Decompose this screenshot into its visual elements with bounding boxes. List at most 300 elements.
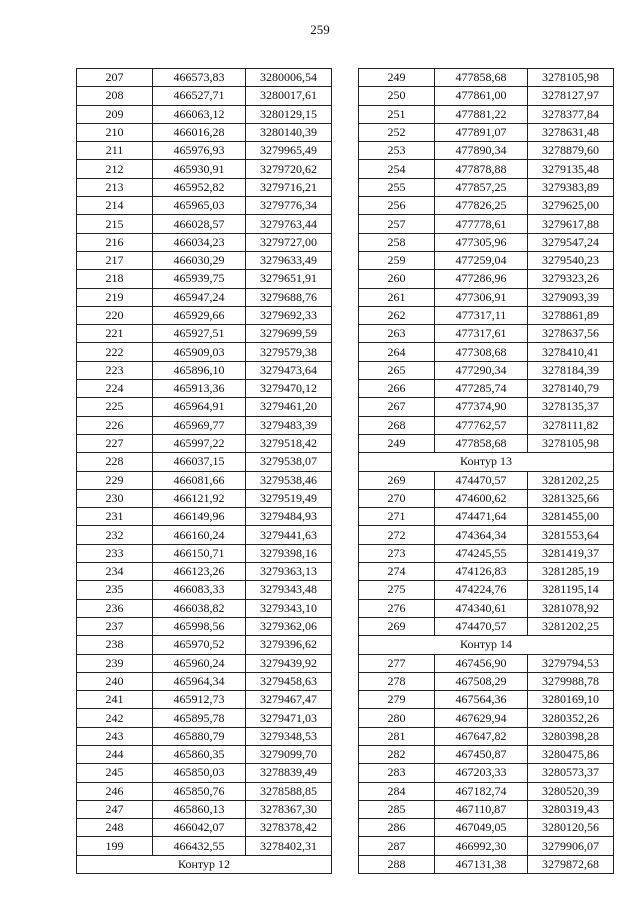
x-coordinate: 474470,57 xyxy=(435,471,528,489)
x-coordinate: 477317,11 xyxy=(435,306,528,324)
x-coordinate: 465964,34 xyxy=(153,672,246,690)
y-coordinate: 3279540,23 xyxy=(528,251,614,269)
table-row xyxy=(77,508,332,526)
x-coordinate: 466037,15 xyxy=(153,453,246,471)
y-coordinate: 3279323,26 xyxy=(528,270,614,288)
table-row xyxy=(359,288,614,306)
y-coordinate: 3279625,00 xyxy=(528,197,614,215)
y-coordinate: 3279383,89 xyxy=(528,178,614,196)
x-coordinate: 477878,88 xyxy=(435,160,528,178)
x-coordinate: 465850,03 xyxy=(153,764,246,782)
x-coordinate: 477317,61 xyxy=(435,325,528,343)
table-row xyxy=(359,855,614,873)
table-row xyxy=(77,544,332,562)
point-number: 274 xyxy=(359,563,435,581)
point-number: 251 xyxy=(359,105,435,123)
point-number: 253 xyxy=(359,142,435,160)
point-number: 209 xyxy=(77,105,153,123)
table-row xyxy=(359,69,614,87)
page-number: 259 xyxy=(310,22,330,37)
table-row xyxy=(77,270,332,288)
point-number: 266 xyxy=(359,380,435,398)
point-number: 239 xyxy=(77,654,153,672)
x-coordinate: 467647,82 xyxy=(435,727,528,745)
y-coordinate: 3279483,39 xyxy=(246,416,332,434)
table-row xyxy=(77,325,332,343)
table-row xyxy=(77,453,332,471)
point-number: 218 xyxy=(77,270,153,288)
y-coordinate: 3280352,26 xyxy=(528,709,614,727)
x-coordinate: 466992,30 xyxy=(435,837,528,855)
y-coordinate: 3278839,49 xyxy=(246,764,332,782)
y-coordinate: 3279716,21 xyxy=(246,178,332,196)
x-coordinate: 466160,24 xyxy=(153,526,246,544)
point-number: 278 xyxy=(359,672,435,690)
table-row xyxy=(359,251,614,269)
y-coordinate: 3278135,37 xyxy=(528,398,614,416)
x-coordinate: 467049,05 xyxy=(435,819,528,837)
y-coordinate: 3281285,19 xyxy=(528,563,614,581)
y-coordinate: 3279906,07 xyxy=(528,837,614,855)
x-coordinate: 474364,34 xyxy=(435,526,528,544)
x-coordinate: 466573,83 xyxy=(153,69,246,87)
x-coordinate: 466042,07 xyxy=(153,819,246,837)
table-row xyxy=(359,489,614,507)
x-coordinate: 466016,28 xyxy=(153,123,246,141)
table-row xyxy=(77,306,332,324)
x-coordinate: 466527,71 xyxy=(153,87,246,105)
table-row xyxy=(359,727,614,745)
table-row xyxy=(359,398,614,416)
table-row xyxy=(359,782,614,800)
y-coordinate: 3279651,91 xyxy=(246,270,332,288)
table-row xyxy=(77,105,332,123)
point-number: 273 xyxy=(359,544,435,562)
y-coordinate: 3279688,76 xyxy=(246,288,332,306)
point-number: 281 xyxy=(359,727,435,745)
point-number: 262 xyxy=(359,306,435,324)
point-number: 227 xyxy=(77,434,153,452)
x-coordinate: 465997,22 xyxy=(153,434,246,452)
y-coordinate: 3278631,48 xyxy=(528,123,614,141)
x-coordinate: 477762,57 xyxy=(435,416,528,434)
table-row xyxy=(77,123,332,141)
table-row xyxy=(359,416,614,434)
point-number: 216 xyxy=(77,233,153,251)
x-coordinate: 465913,36 xyxy=(153,380,246,398)
point-number: 241 xyxy=(77,691,153,709)
point-number: 287 xyxy=(359,837,435,855)
x-coordinate: 466150,71 xyxy=(153,544,246,562)
x-coordinate: 465880,79 xyxy=(153,727,246,745)
y-coordinate: 3281195,14 xyxy=(528,581,614,599)
table-row xyxy=(77,800,332,818)
point-number: 272 xyxy=(359,526,435,544)
point-number: 271 xyxy=(359,508,435,526)
table-row xyxy=(359,361,614,379)
y-coordinate: 3279362,06 xyxy=(246,617,332,635)
y-coordinate: 3278105,98 xyxy=(528,434,614,452)
x-coordinate: 477259,04 xyxy=(435,251,528,269)
point-number: 249 xyxy=(359,434,435,452)
point-number: 268 xyxy=(359,416,435,434)
right-table-body xyxy=(359,69,614,874)
point-number: 225 xyxy=(77,398,153,416)
table-row xyxy=(77,434,332,452)
point-number: 207 xyxy=(77,69,153,87)
x-coordinate: 466123,26 xyxy=(153,563,246,581)
y-coordinate: 3278410,41 xyxy=(528,343,614,361)
table-row xyxy=(359,691,614,709)
x-coordinate: 465998,56 xyxy=(153,617,246,635)
x-coordinate: 465860,13 xyxy=(153,800,246,818)
table-row xyxy=(77,69,332,87)
table-row xyxy=(359,617,614,635)
y-coordinate: 3281419,37 xyxy=(528,544,614,562)
y-coordinate: 3279965,49 xyxy=(246,142,332,160)
table-row xyxy=(359,672,614,690)
table-row xyxy=(359,123,614,141)
x-coordinate: 474224,76 xyxy=(435,581,528,599)
x-coordinate: 465960,24 xyxy=(153,654,246,672)
table-row xyxy=(77,398,332,416)
x-coordinate: 465929,66 xyxy=(153,306,246,324)
point-number: 238 xyxy=(77,636,153,654)
x-coordinate: 477858,68 xyxy=(435,434,528,452)
y-coordinate: 3279343,48 xyxy=(246,581,332,599)
table-row xyxy=(359,306,614,324)
point-number: 252 xyxy=(359,123,435,141)
contour-header-row xyxy=(77,855,332,873)
x-coordinate: 467508,29 xyxy=(435,672,528,690)
x-coordinate: 467182,74 xyxy=(435,782,528,800)
point-number: 247 xyxy=(77,800,153,818)
table-row xyxy=(77,709,332,727)
x-coordinate: 477881,22 xyxy=(435,105,528,123)
x-coordinate: 465952,82 xyxy=(153,178,246,196)
table-row xyxy=(359,160,614,178)
y-coordinate: 3281325,66 xyxy=(528,489,614,507)
y-coordinate: 3279484,93 xyxy=(246,508,332,526)
y-coordinate: 3278140,79 xyxy=(528,380,614,398)
table-row xyxy=(77,764,332,782)
point-number: 263 xyxy=(359,325,435,343)
y-coordinate: 3279872,68 xyxy=(528,855,614,873)
left-table-body xyxy=(77,69,332,874)
x-coordinate: 477778,61 xyxy=(435,215,528,233)
y-coordinate: 3280129,15 xyxy=(246,105,332,123)
y-coordinate: 3279547,24 xyxy=(528,233,614,251)
point-number: 220 xyxy=(77,306,153,324)
y-coordinate: 3279988,78 xyxy=(528,672,614,690)
y-coordinate: 3278127,97 xyxy=(528,87,614,105)
y-coordinate: 3281553,64 xyxy=(528,526,614,544)
point-number: 243 xyxy=(77,727,153,745)
x-coordinate: 466063,12 xyxy=(153,105,246,123)
point-number: 236 xyxy=(77,599,153,617)
table-row xyxy=(359,87,614,105)
y-coordinate: 3281455,00 xyxy=(528,508,614,526)
y-coordinate: 3278402,31 xyxy=(246,837,332,855)
x-coordinate: 467450,87 xyxy=(435,745,528,763)
table-row xyxy=(77,471,332,489)
point-number: 222 xyxy=(77,343,153,361)
y-coordinate: 3279538,07 xyxy=(246,453,332,471)
point-number: 208 xyxy=(77,87,153,105)
y-coordinate: 3279692,33 xyxy=(246,306,332,324)
table-row xyxy=(359,508,614,526)
x-coordinate: 477861,00 xyxy=(435,87,528,105)
point-number: 232 xyxy=(77,526,153,544)
x-coordinate: 465850,76 xyxy=(153,782,246,800)
y-coordinate: 3278378,42 xyxy=(246,819,332,837)
y-coordinate: 3279093,39 xyxy=(528,288,614,306)
y-coordinate: 3279794,53 xyxy=(528,654,614,672)
y-coordinate: 3280120,56 xyxy=(528,819,614,837)
point-number: 214 xyxy=(77,197,153,215)
y-coordinate: 3278879,60 xyxy=(528,142,614,160)
x-coordinate: 477857,25 xyxy=(435,178,528,196)
point-number: 286 xyxy=(359,819,435,837)
y-coordinate: 3280006,54 xyxy=(246,69,332,87)
y-coordinate: 3280398,28 xyxy=(528,727,614,745)
y-coordinate: 3279727,00 xyxy=(246,233,332,251)
point-number: 224 xyxy=(77,380,153,398)
table-row xyxy=(359,819,614,837)
y-coordinate: 3279473,64 xyxy=(246,361,332,379)
x-coordinate: 477890,34 xyxy=(435,142,528,160)
table-row xyxy=(77,672,332,690)
point-number: 248 xyxy=(77,819,153,837)
table-row xyxy=(77,215,332,233)
x-coordinate: 466034,23 xyxy=(153,233,246,251)
point-number: 269 xyxy=(359,617,435,635)
y-coordinate: 3279439,92 xyxy=(246,654,332,672)
y-coordinate: 3279458,63 xyxy=(246,672,332,690)
point-number: 270 xyxy=(359,489,435,507)
table-row xyxy=(77,727,332,745)
y-coordinate: 3279617,88 xyxy=(528,215,614,233)
y-coordinate: 3279396,62 xyxy=(246,636,332,654)
point-number: 217 xyxy=(77,251,153,269)
x-coordinate: 474126,83 xyxy=(435,563,528,581)
point-number: 212 xyxy=(77,160,153,178)
table-row xyxy=(359,471,614,489)
table-row xyxy=(359,215,614,233)
y-coordinate: 3279699,59 xyxy=(246,325,332,343)
table-row xyxy=(359,197,614,215)
table-row xyxy=(359,325,614,343)
table-row xyxy=(359,544,614,562)
y-coordinate: 3278184,39 xyxy=(528,361,614,379)
x-coordinate: 474600,62 xyxy=(435,489,528,507)
table-row xyxy=(77,819,332,837)
point-number: 242 xyxy=(77,709,153,727)
point-number: 282 xyxy=(359,745,435,763)
x-coordinate: 477286,96 xyxy=(435,270,528,288)
left-coordinates-table xyxy=(76,68,332,874)
point-number: 199 xyxy=(77,837,153,855)
x-coordinate: 477285,74 xyxy=(435,380,528,398)
point-number: 226 xyxy=(77,416,153,434)
y-coordinate: 3280573,37 xyxy=(528,764,614,782)
table-row xyxy=(77,142,332,160)
y-coordinate: 3279538,46 xyxy=(246,471,332,489)
table-row xyxy=(359,105,614,123)
table-row xyxy=(77,251,332,269)
point-number: 269 xyxy=(359,471,435,489)
point-number: 229 xyxy=(77,471,153,489)
x-coordinate: 465976,93 xyxy=(153,142,246,160)
table-row xyxy=(77,233,332,251)
table-row xyxy=(77,636,332,654)
table-row xyxy=(359,745,614,763)
table-row xyxy=(359,581,614,599)
point-number: 279 xyxy=(359,691,435,709)
point-number: 267 xyxy=(359,398,435,416)
table-row xyxy=(359,654,614,672)
y-coordinate: 3280169,10 xyxy=(528,691,614,709)
y-coordinate: 3278367,30 xyxy=(246,800,332,818)
table-row xyxy=(77,654,332,672)
y-coordinate: 3279099,70 xyxy=(246,745,332,763)
x-coordinate: 477305,96 xyxy=(435,233,528,251)
point-number: 265 xyxy=(359,361,435,379)
point-number: 235 xyxy=(77,581,153,599)
x-coordinate: 467629,94 xyxy=(435,709,528,727)
point-number: 258 xyxy=(359,233,435,251)
point-number: 288 xyxy=(359,855,435,873)
x-coordinate: 465969,77 xyxy=(153,416,246,434)
point-number: 275 xyxy=(359,581,435,599)
table-row xyxy=(77,837,332,855)
x-coordinate: 477891,07 xyxy=(435,123,528,141)
contour-header-row xyxy=(359,636,614,654)
y-coordinate: 3280520,39 xyxy=(528,782,614,800)
point-number: 231 xyxy=(77,508,153,526)
x-coordinate: 465930,91 xyxy=(153,160,246,178)
table-row xyxy=(77,581,332,599)
y-coordinate: 3278105,98 xyxy=(528,69,614,87)
y-coordinate: 3279461,20 xyxy=(246,398,332,416)
point-number: 283 xyxy=(359,764,435,782)
x-coordinate: 465912,73 xyxy=(153,691,246,709)
x-coordinate: 466038,82 xyxy=(153,599,246,617)
point-number: 255 xyxy=(359,178,435,196)
y-coordinate: 3281202,25 xyxy=(528,471,614,489)
y-coordinate: 3279467,47 xyxy=(246,691,332,709)
contour-header-row xyxy=(359,453,614,471)
y-coordinate: 3279763,44 xyxy=(246,215,332,233)
x-coordinate: 474340,61 xyxy=(435,599,528,617)
table-row xyxy=(359,764,614,782)
y-coordinate: 3280319,43 xyxy=(528,800,614,818)
point-number: 277 xyxy=(359,654,435,672)
contour-13-label: Контур 13 xyxy=(359,453,614,471)
y-coordinate: 3279343,10 xyxy=(246,599,332,617)
table-row xyxy=(77,691,332,709)
y-coordinate: 3279135,48 xyxy=(528,160,614,178)
x-coordinate: 465964,91 xyxy=(153,398,246,416)
x-coordinate: 465895,78 xyxy=(153,709,246,727)
x-coordinate: 474471,64 xyxy=(435,508,528,526)
point-number: 249 xyxy=(359,69,435,87)
table-row xyxy=(359,270,614,288)
point-number: 215 xyxy=(77,215,153,233)
table-row xyxy=(77,526,332,544)
x-coordinate: 466083,33 xyxy=(153,581,246,599)
table-row xyxy=(77,599,332,617)
y-coordinate: 3278377,84 xyxy=(528,105,614,123)
y-coordinate: 3279471,03 xyxy=(246,709,332,727)
point-number: 250 xyxy=(359,87,435,105)
y-coordinate: 3278861,89 xyxy=(528,306,614,324)
point-number: 254 xyxy=(359,160,435,178)
x-coordinate: 477374,90 xyxy=(435,398,528,416)
point-number: 280 xyxy=(359,709,435,727)
table-row xyxy=(359,563,614,581)
table-row xyxy=(359,343,614,361)
y-coordinate: 3281202,25 xyxy=(528,617,614,635)
point-number: 256 xyxy=(359,197,435,215)
point-number: 257 xyxy=(359,215,435,233)
point-number: 221 xyxy=(77,325,153,343)
y-coordinate: 3278637,56 xyxy=(528,325,614,343)
x-coordinate: 467203,33 xyxy=(435,764,528,782)
point-number: 260 xyxy=(359,270,435,288)
x-coordinate: 465947,24 xyxy=(153,288,246,306)
x-coordinate: 467110,87 xyxy=(435,800,528,818)
x-coordinate: 466081,66 xyxy=(153,471,246,489)
point-number: 284 xyxy=(359,782,435,800)
point-number: 276 xyxy=(359,599,435,617)
x-coordinate: 477306,91 xyxy=(435,288,528,306)
point-number: 223 xyxy=(77,361,153,379)
table-row xyxy=(359,233,614,251)
contour-12-label: Контур 12 xyxy=(77,855,332,873)
y-coordinate: 3279363,13 xyxy=(246,563,332,581)
y-coordinate: 3280017,61 xyxy=(246,87,332,105)
x-coordinate: 477858,68 xyxy=(435,69,528,87)
table-row xyxy=(77,197,332,215)
y-coordinate: 3280475,86 xyxy=(528,745,614,763)
x-coordinate: 466432,55 xyxy=(153,837,246,855)
table-row xyxy=(77,563,332,581)
y-coordinate: 3281078,92 xyxy=(528,599,614,617)
table-row xyxy=(77,87,332,105)
y-coordinate: 3279579,38 xyxy=(246,343,332,361)
right-coordinates-table xyxy=(358,68,614,874)
table-row xyxy=(359,434,614,452)
table-row xyxy=(359,526,614,544)
point-number: 259 xyxy=(359,251,435,269)
table-row xyxy=(77,160,332,178)
point-number: 210 xyxy=(77,123,153,141)
point-number: 237 xyxy=(77,617,153,635)
table-row xyxy=(359,709,614,727)
x-coordinate: 467131,38 xyxy=(435,855,528,873)
x-coordinate: 465860,35 xyxy=(153,745,246,763)
y-coordinate: 3280140,39 xyxy=(246,123,332,141)
table-row xyxy=(77,361,332,379)
y-coordinate: 3279518,42 xyxy=(246,434,332,452)
table-row xyxy=(359,800,614,818)
point-number: 285 xyxy=(359,800,435,818)
x-coordinate: 466149,96 xyxy=(153,508,246,526)
point-number: 233 xyxy=(77,544,153,562)
point-number: 245 xyxy=(77,764,153,782)
point-number: 211 xyxy=(77,142,153,160)
